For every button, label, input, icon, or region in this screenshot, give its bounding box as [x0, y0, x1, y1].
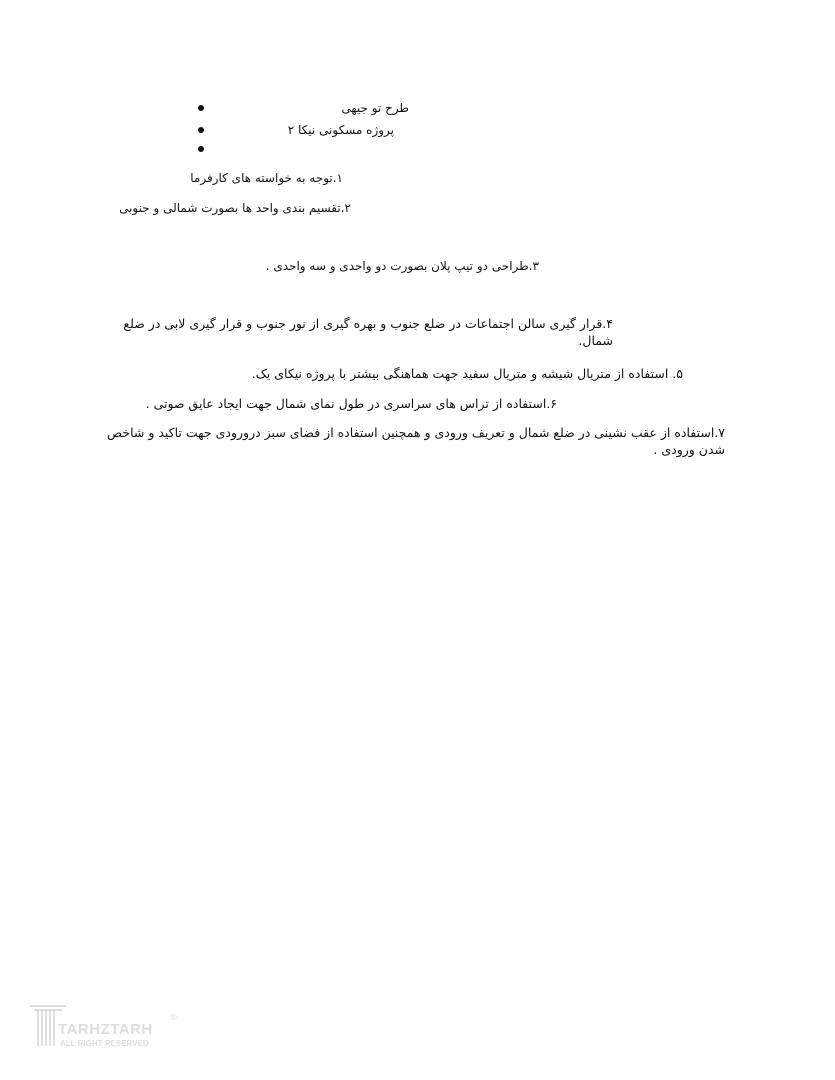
watermark-brand: TARHZTARH	[58, 1021, 153, 1038]
watermark-registered-mark: ®	[170, 1012, 177, 1022]
bullet-dot	[198, 146, 204, 152]
item-3: ۳.طراحی دو تیپ پلان بصورت دو واحدی و سه واحدی .	[265, 259, 539, 273]
bullet-item-title: طرح تو جیهی	[341, 101, 409, 115]
item-6: ۶.استفاده از تراس های سراسری در طول نمای شمال جهت ایجاد عایق صوتی .	[145, 396, 557, 411]
watermark-tagline: ALL RIGHT RESERVED	[60, 1039, 149, 1048]
bullet-dot	[198, 127, 204, 133]
item-7: ۷.استفاده از عقب نشینی در ضلع شمال و تعریف ورودی و همچنین استفاده از فضای سبز درورودی جهت تاکید و شاخص شدن ورودی .	[107, 425, 725, 457]
bullet-item-project: پروژه مسکونی نیکا ۲	[287, 123, 394, 137]
watermark-logo	[28, 1000, 188, 1054]
item-4: ۴.قرار گیری سالن اجتماعات در ضلع جنوب و بهره گیری از نور جنوب و قرار گیری لابی در ضلع شمال.	[123, 316, 613, 348]
item-2: ۲.تقسیم بندی واحد ها بصورت شمالی و جنوبی	[119, 201, 351, 215]
item-1: ۱.توجه به خواسته های کارفرما	[190, 171, 343, 185]
item-5: ۵. استفاده از متریال شیشه و متریال سفید جهت هماهنگی بیشتر با پروژه نیکای یک.	[251, 366, 683, 381]
bullet-dot	[198, 105, 204, 111]
